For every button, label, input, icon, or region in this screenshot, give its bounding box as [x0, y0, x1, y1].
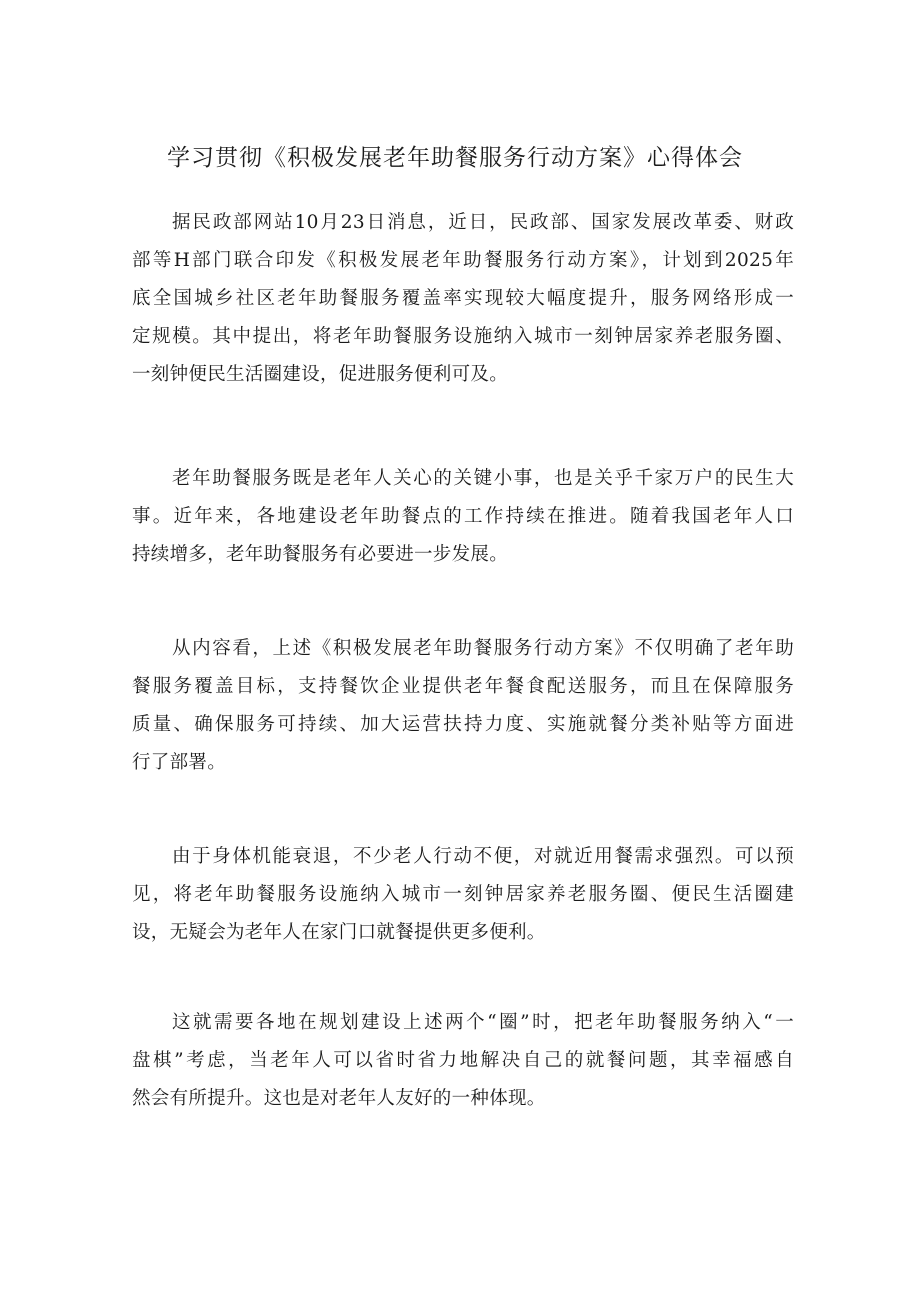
paragraph-line: 老年助餐服务既是老年人关心的关键小事，也是关乎千家万户的民生大: [172, 468, 794, 489]
paragraph-line: 持续增多，老年助餐服务有必要进一步发展。: [132, 544, 509, 565]
paragraph: [132, 460, 794, 574]
paragraph-line: 由于身体机能衰退，不少老人行动不便，对就近用餐需求强烈。可以预: [172, 846, 794, 867]
paragraph-line: 事。近年来，各地建设老年助餐点的工作持续在推进。随着我国老年人口: [132, 506, 794, 527]
paragraph-line: 见，将老年助餐服务设施纳入城市一刻钟居家养老服务圈、便民生活圈建: [132, 884, 794, 905]
paragraph: [132, 838, 794, 952]
paragraph-line: 这就需要各地在规划建设上述两个“圈”时，把老年助餐服务纳入“一: [172, 1012, 794, 1033]
paragraph-line: 从内容看，上述《积极发展老年助餐服务行动方案》不仅明确了老年助: [172, 638, 794, 659]
paragraph: [132, 1004, 794, 1118]
paragraph-line: 底全国城乡社区老年助餐服务覆盖率实现较大幅度提升，服务网络形成一: [132, 288, 794, 309]
paragraph-line: 定规模。其中提出，将老年助餐服务设施纳入城市一刻钟居家养老服务圈、: [132, 326, 794, 347]
paragraph-line: 行了部署。: [132, 752, 227, 773]
paragraph-line: 然会有所提升。这也是对老年人友好的一种体现。: [132, 1088, 546, 1109]
paragraph-line: 盘棋”考虑，当老年人可以省时省力地解决自己的就餐问题，其幸福感自: [132, 1050, 794, 1071]
paragraph-line: 据民政部网站10月23日消息，近日，民政部、国家发展改革委、财政: [172, 212, 794, 233]
paragraph-line: 一刻钟便民生活圈建设，促进服务便利可及。: [132, 364, 509, 385]
paragraph-line: 设，无疑会为老年人在家门口就餐提供更多便利。: [132, 922, 546, 943]
paragraph-line: 部等H部门联合印发《积极发展老年助餐服务行动方案》，计划到2025年: [132, 250, 794, 271]
paragraph-line: 餐服务覆盖目标，支持餐饮企业提供老年餐食配送服务，而且在保障服务: [132, 676, 794, 697]
paragraph: [132, 204, 794, 394]
document-title: 学习贯彻《积极发展老年助餐服务行动方案》心得体会: [167, 145, 743, 171]
paragraph: [132, 630, 794, 782]
paragraph-line: 质量、确保服务可持续、加大运营扶持力度、实施就餐分类补贴等方面进: [132, 714, 794, 735]
